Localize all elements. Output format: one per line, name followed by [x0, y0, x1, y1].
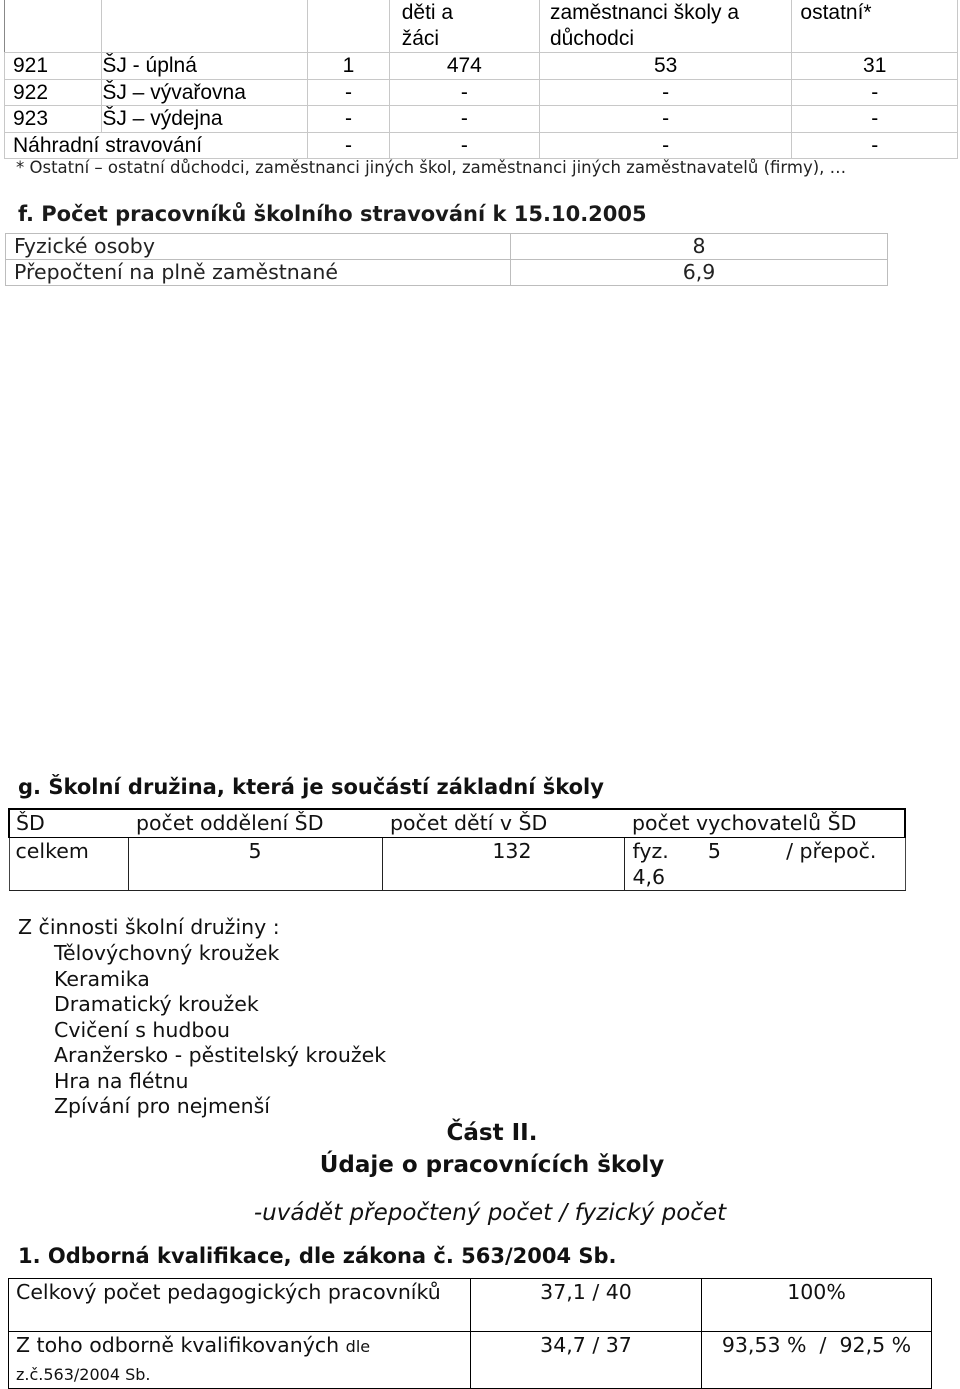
section-g-heading: g. Školní družina, která je součástí základní školy [18, 775, 604, 799]
header-cell-empty [102, 0, 308, 53]
row-vychovatele [624, 838, 905, 891]
vych-line-2: 4,6 [632, 865, 666, 889]
header-cell: počet dětí v ŠD [382, 809, 624, 838]
table-row [5, 132, 958, 159]
row-code: 923 [5, 106, 102, 133]
table-row [6, 260, 888, 286]
row-label: Celkový počet pedagogických pracovníků [9, 1279, 471, 1332]
part-title: Část II. [446, 1120, 538, 1146]
row-count: - [308, 106, 390, 133]
part-subtitle: Údaje o pracovnících školy [319, 1152, 665, 1178]
row-name: ŠJ – vývařovna [102, 79, 308, 106]
list-item: Cvičení s hudbou [54, 1017, 230, 1042]
row-deti: 132 [382, 838, 624, 891]
row-count: 1 [308, 53, 390, 80]
list-item: Aranžersko - pěstitelský kroužek [54, 1043, 387, 1067]
table-row [5, 106, 958, 133]
row-name: ŠJ – výdejna [102, 106, 308, 133]
row-value: 8 [511, 234, 888, 260]
vych-line-1: fyz. 5 / přepoč. [632, 839, 877, 863]
catering-table [4, 0, 958, 159]
table-row [5, 53, 958, 80]
table-row [5, 79, 958, 106]
row-count: - [308, 132, 390, 159]
table-row [6, 234, 888, 260]
after-school-table [8, 808, 906, 891]
row-code: Náhradní stravování [5, 132, 308, 159]
row-zam: - [539, 132, 791, 159]
row-deti: - [389, 132, 539, 159]
row-ost: - [792, 106, 958, 133]
row-value: 6,9 [511, 260, 888, 286]
footnote: * Ostatní – ostatní důchodci, zaměstnanci jiných škol, zaměstnanci jiných zaměstnavatelů (firmy), … [16, 158, 847, 177]
header-cell-empty [308, 0, 390, 53]
catering-table-header [5, 0, 958, 53]
row-label: celkem [9, 838, 128, 891]
row-deti: 474 [389, 53, 539, 80]
row-name: ŠJ - úplná [102, 53, 308, 80]
header-cell-empty [5, 0, 102, 53]
list-item: Zpívání pro nejmenší [54, 1094, 270, 1118]
row-code: 922 [5, 79, 102, 106]
row-percent: 93,53 % / 92,5 % [702, 1332, 932, 1389]
table-row [9, 1279, 932, 1332]
row-label: Z toho odborně kvalifikovaných dle z.č.563/2004 Sb. [9, 1332, 471, 1389]
table-header-row [9, 809, 905, 838]
row-deti: - [389, 106, 539, 133]
row-ost: 31 [792, 53, 958, 80]
row-label: Fyzické osoby [6, 234, 511, 260]
row-zam: 53 [539, 53, 791, 80]
row-value: 34,7 / 37 [471, 1332, 702, 1389]
row-percent: 100% [702, 1279, 932, 1332]
header-zamestnanci: zaměstnanci školy a důchodci [539, 0, 791, 53]
section-f-heading: f. Počet pracovníků školního stravování k 15.10.2005 [18, 202, 647, 226]
list-item: Keramika [54, 966, 150, 991]
qualification-table [8, 1278, 932, 1389]
staff-table [5, 233, 888, 286]
list-item: Hra na flétnu [54, 1068, 189, 1093]
header-cell: počet oddělení ŠD [128, 809, 382, 838]
header-cell: počet vychovatelů ŠD [624, 809, 905, 838]
row-value: 37,1 / 40 [471, 1279, 702, 1332]
row-code: 921 [5, 53, 102, 80]
section-1-heading: 1. Odborná kvalifikace, dle zákona č. 563/2004 Sb. [18, 1244, 617, 1268]
row-zam: - [539, 106, 791, 133]
row-deti: - [389, 79, 539, 106]
row-label: Přepočtení na plně zaměstnané [6, 260, 511, 286]
list-item: Dramatický kroužek [54, 992, 259, 1016]
table-row [9, 1332, 932, 1389]
header-ostatni: ostatní* [792, 0, 958, 53]
row-ost: - [792, 79, 958, 106]
row-oddeleni: 5 [128, 838, 382, 891]
row-zam: - [539, 79, 791, 106]
activities-title: Z činnosti školní družiny : [18, 915, 280, 939]
activities-list [54, 941, 386, 1120]
row-count: - [308, 79, 390, 106]
part-note: -uvádět přepočtený počet / fyzický počet [253, 1200, 727, 1226]
header-deti: děti a žáci [389, 0, 539, 53]
table-row [9, 838, 905, 891]
row-ost: - [792, 132, 958, 159]
header-cell: ŠD [9, 809, 128, 838]
list-item: Tělovýchovný kroužek [54, 941, 280, 965]
